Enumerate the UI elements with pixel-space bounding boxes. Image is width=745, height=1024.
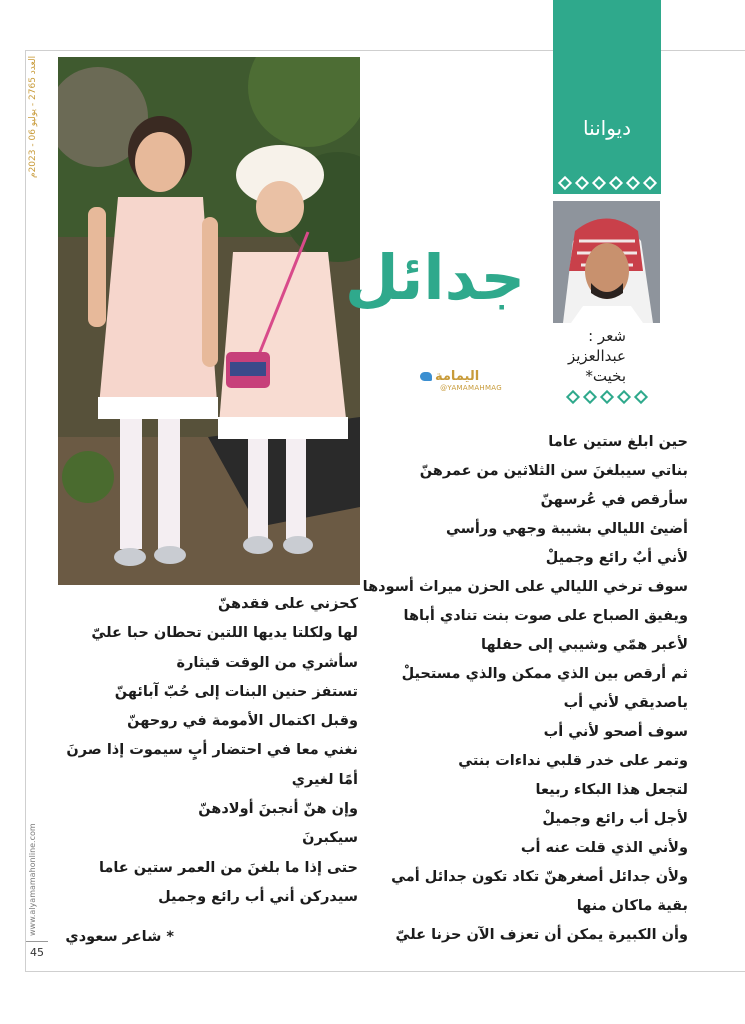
tab-ornament bbox=[553, 178, 661, 188]
poem-line: بقية ماكان منها bbox=[576, 898, 688, 914]
poem-line: لأعبر همّي وشيبي إلى حفلها bbox=[481, 637, 688, 653]
poem-line: لتجعل هذا البكاء ربيعا bbox=[535, 782, 688, 798]
credit-label: شعر : bbox=[588, 327, 626, 345]
poem-line: سيدركن أني أب رائع وجميل bbox=[158, 888, 358, 905]
author-footnote: * شاعر سعودي bbox=[65, 929, 174, 945]
poem-line: لأجل أب رائع وجميلْ bbox=[542, 811, 688, 827]
poem-line: تستفز حنين البنات إلى حُبّ آبائهنّ bbox=[114, 683, 358, 700]
poem-line: لأني أبٌ رائع وجميلْ bbox=[545, 550, 688, 566]
poem-column-right bbox=[362, 428, 688, 950]
page-number: 45 bbox=[30, 946, 44, 959]
poem-line: سأشري من الوقت قيثارة bbox=[176, 654, 358, 671]
poem-line: نغني معا في احتضار أبٍ سيموت إذا صرنَ bbox=[66, 742, 358, 759]
credit-ornament bbox=[553, 392, 661, 402]
poem-line: ياصديقي لأني أب bbox=[563, 695, 688, 711]
section-tab bbox=[553, 0, 661, 194]
twitter-bird-icon bbox=[420, 372, 432, 381]
poem-title: جدائل bbox=[344, 241, 526, 314]
daughters-photo bbox=[58, 57, 360, 585]
poem-line: سوف ترخي الليالي على الحزن ميراث أسودها bbox=[362, 579, 688, 595]
magazine-logo bbox=[420, 369, 502, 392]
poem-line: أضيئ الليالي بشيبة وجهي ورأسي bbox=[446, 521, 688, 537]
poem-line: سيكبرنَ bbox=[302, 830, 358, 847]
poem-column-left bbox=[60, 590, 358, 912]
author-photo bbox=[553, 201, 660, 323]
author-first-name: عبدالعزيز bbox=[567, 347, 626, 365]
poem-line: لها ولكلتا يديها اللتين تحطان حبا عليّ bbox=[91, 625, 358, 642]
poem-line: وأن الكبيرة يمكن أن تعزف الآن حزنا عليّ bbox=[395, 927, 688, 943]
poem-line: سوف أصحو لأني أب bbox=[543, 724, 688, 740]
issue-info: العدد 2765 - يوليو 06 - 2023م bbox=[28, 55, 38, 178]
page-number-rule bbox=[26, 941, 48, 942]
poem-line: وقبل اكتمال الأمومة في روحهنّ bbox=[127, 713, 358, 730]
poem-line: كحزني على فقدهنّ bbox=[217, 596, 358, 612]
poem-line: حتى إذا ما بلغنَ من العمر ستين عاما bbox=[98, 859, 358, 876]
poem-line: حين ابلغ ستين عاما bbox=[548, 434, 688, 450]
poem-line: وتمر على خدر قلبي نداءات بنتي bbox=[458, 753, 688, 769]
author-credit bbox=[553, 326, 626, 386]
poem-line: ويفيق الصباح على صوت بنت تنادي أباها bbox=[403, 608, 688, 624]
magazine-handle: @YAMAMAHMAG bbox=[440, 384, 502, 392]
section-label: ديواننا bbox=[582, 116, 632, 140]
website-url[interactable]: www.alyamamahonline.com bbox=[28, 823, 37, 936]
magazine-name: اليمامة bbox=[435, 369, 480, 384]
poem-line: أمًا لغيري bbox=[291, 771, 358, 788]
poem-line: وإن هنّ أنجبنَ أولادهنّ bbox=[198, 801, 358, 818]
poem-line: ولأن جدائل أصغرهنّ تكاد تكون جدائل أمي bbox=[391, 869, 688, 885]
poem-line: سأرقص في عُرسهنّ bbox=[540, 492, 688, 508]
poem-line: ولأني الذي قلت عنه أب bbox=[520, 840, 688, 856]
author-last-name: بخيت* bbox=[585, 367, 626, 385]
poem-line: بناتي سيبلغنَ سن الثلاثين من عمرهنّ bbox=[419, 463, 688, 479]
poem-line: ثم أرقص بين الذي ممكن والذي مستحيلْ bbox=[401, 666, 688, 682]
